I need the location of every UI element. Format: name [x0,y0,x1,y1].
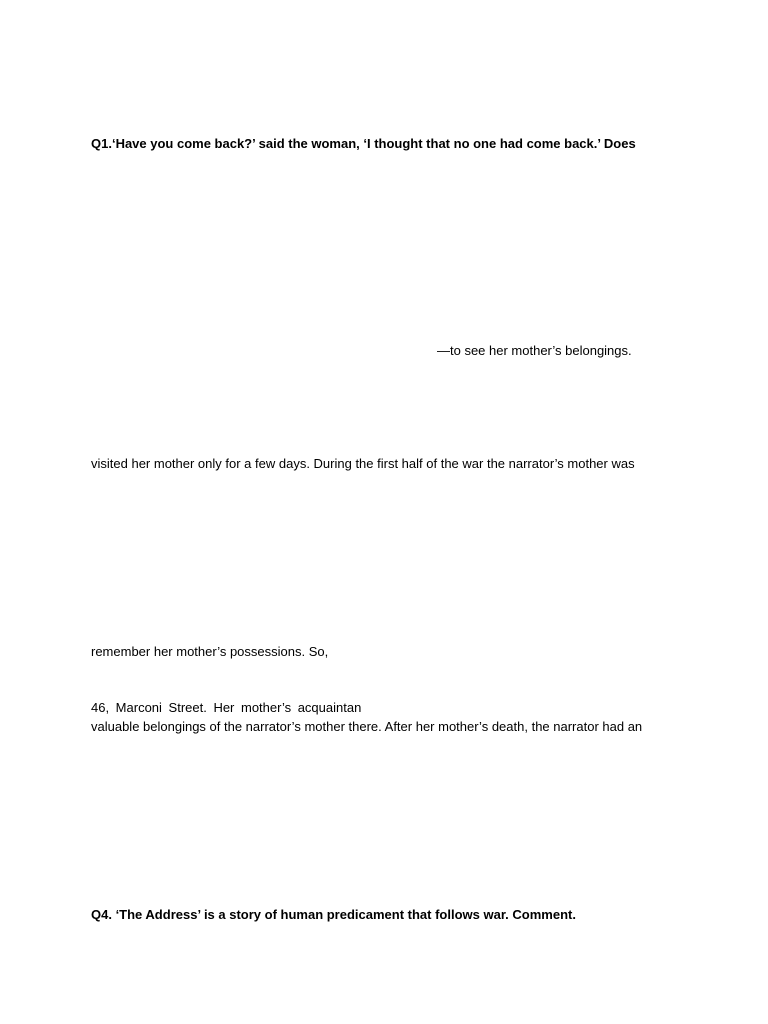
question-4-heading: Q4. ‘The Address’ is a story of human predicament that follows war. Comment. [91,907,576,922]
answer-line-visited-mother: visited her mother only for a few days. During the first half of the war the narrator’s mother was [91,456,635,471]
answer-fragment-belongings: —to see her mother’s belongings. [437,343,632,358]
answer-line-remember-possessions: remember her mother’s possessions. So, [91,644,329,659]
answer-line-valuable-belongings: valuable belongings of the narrator’s mother there. After her mother’s death, the narrator had an [91,719,643,734]
question-1-heading: Q1.‘Have you come back?’ said the woman, ‘I thought that no one had come back.’ Does [91,136,636,151]
answer-line-marconi-street: 46, Marconi Street. Her mother’s acquaintan [91,700,362,715]
